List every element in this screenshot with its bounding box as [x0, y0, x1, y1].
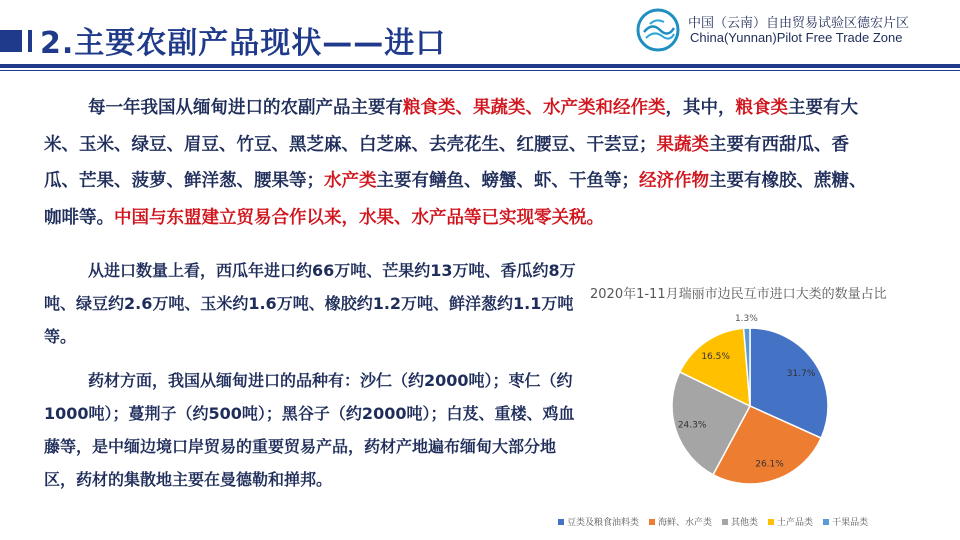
- paragraph-quantities: [44, 254, 584, 353]
- legend-item: [722, 515, 758, 528]
- body-text: 主要有西甜瓜、香瓜、芒果、菠萝、鲜洋葱、腰果等；: [44, 134, 849, 191]
- paragraph-medicinal: [44, 364, 584, 496]
- body-text: 主要有橡胶、蔗糖、咖啡等。: [44, 171, 867, 228]
- highlight-text: 中国与东盟建立贸易合作以来，水果、水产品等已实现零关税。: [114, 207, 604, 228]
- pie-data-label: 1.3%: [734, 314, 758, 325]
- legend-item: [558, 515, 639, 528]
- org-name-en: China(Yunnan)Pilot Free Trade Zone: [690, 30, 903, 45]
- legend-item: [823, 515, 868, 528]
- highlight-text: 经济作物: [639, 171, 709, 191]
- highlight-text: 粮食类: [735, 98, 788, 118]
- paragraph-categories: [44, 90, 874, 236]
- paragraph-medicinal-text: 药材方面，我国从缅甸进口的品种有：沙仁（约2000吨）；枣仁（约1000吨）；蔓荆子（约500吨）；黑谷子（约2000吨）；白芨、重楼、鸡血藤等，是中缅边境口岸贸易的重要贸易产品，药材产地遍布缅甸大部分地区，药材的集散地主要在曼德勒和掸邦。: [44, 371, 575, 489]
- title-divider: [28, 30, 32, 52]
- body-text: 每一年我国从缅甸进口的农副产品主要有: [88, 98, 403, 118]
- chart-legend: [558, 515, 868, 528]
- pie-data-label: 31.7%: [786, 368, 816, 379]
- pie-chart: [640, 306, 860, 506]
- body-text: ，其中，: [665, 98, 736, 118]
- header-rule-thin: [0, 70, 960, 71]
- legend-item: [768, 515, 813, 528]
- highlight-text: 粮食类、果蔬类、水产类和经作类: [403, 98, 666, 118]
- org-name-cn: 中国（云南）自由贸易试验区德宏片区: [688, 16, 910, 31]
- legend-label: 其他类: [731, 518, 759, 528]
- legend-label: 土产品类: [777, 518, 814, 528]
- page-title: 2.主要农副产品现状——进口: [40, 26, 447, 61]
- legend-swatch: [722, 519, 728, 525]
- legend-swatch: [768, 519, 774, 525]
- body-text: 主要有大米、玉米、绿豆、眉豆、竹豆、黑芝麻、白芝麻、去壳花生、红腰豆、干芸豆；: [44, 98, 858, 155]
- header-rule: [0, 64, 960, 68]
- pie-data-label: 16.5%: [701, 351, 730, 362]
- legend-swatch: [649, 519, 655, 525]
- pie-data-label: 26.1%: [755, 459, 784, 470]
- legend-label: 干果品类: [832, 518, 869, 528]
- paragraph-quantities-text: 从进口数量上看，西瓜年进口约66万吨、芒果约13万吨、香瓜约8万吨、绿豆约2.6万吨、玉米约1.6万吨、橡胶约1.2万吨、鲜洋葱约1.1万吨等。: [44, 261, 576, 346]
- chart-title: 2020年1-11月瑞丽市边民互市进口大类的数量占比: [590, 287, 887, 302]
- body-text: 主要有鳝鱼、螃蟹、虾、干鱼等；: [376, 171, 639, 191]
- legend-item: [649, 515, 712, 528]
- legend-swatch: [823, 519, 829, 525]
- pie-data-label: 24.3%: [677, 420, 707, 431]
- legend-swatch: [558, 519, 564, 525]
- ftz-logo-icon: [636, 8, 680, 52]
- legend-label: 海鲜、水产类: [658, 518, 713, 528]
- title-marker: [0, 30, 22, 52]
- highlight-text: 水产类: [324, 171, 377, 191]
- highlight-text: 果蔬类: [656, 134, 709, 155]
- legend-label: 豆类及粮食油料类: [567, 518, 640, 528]
